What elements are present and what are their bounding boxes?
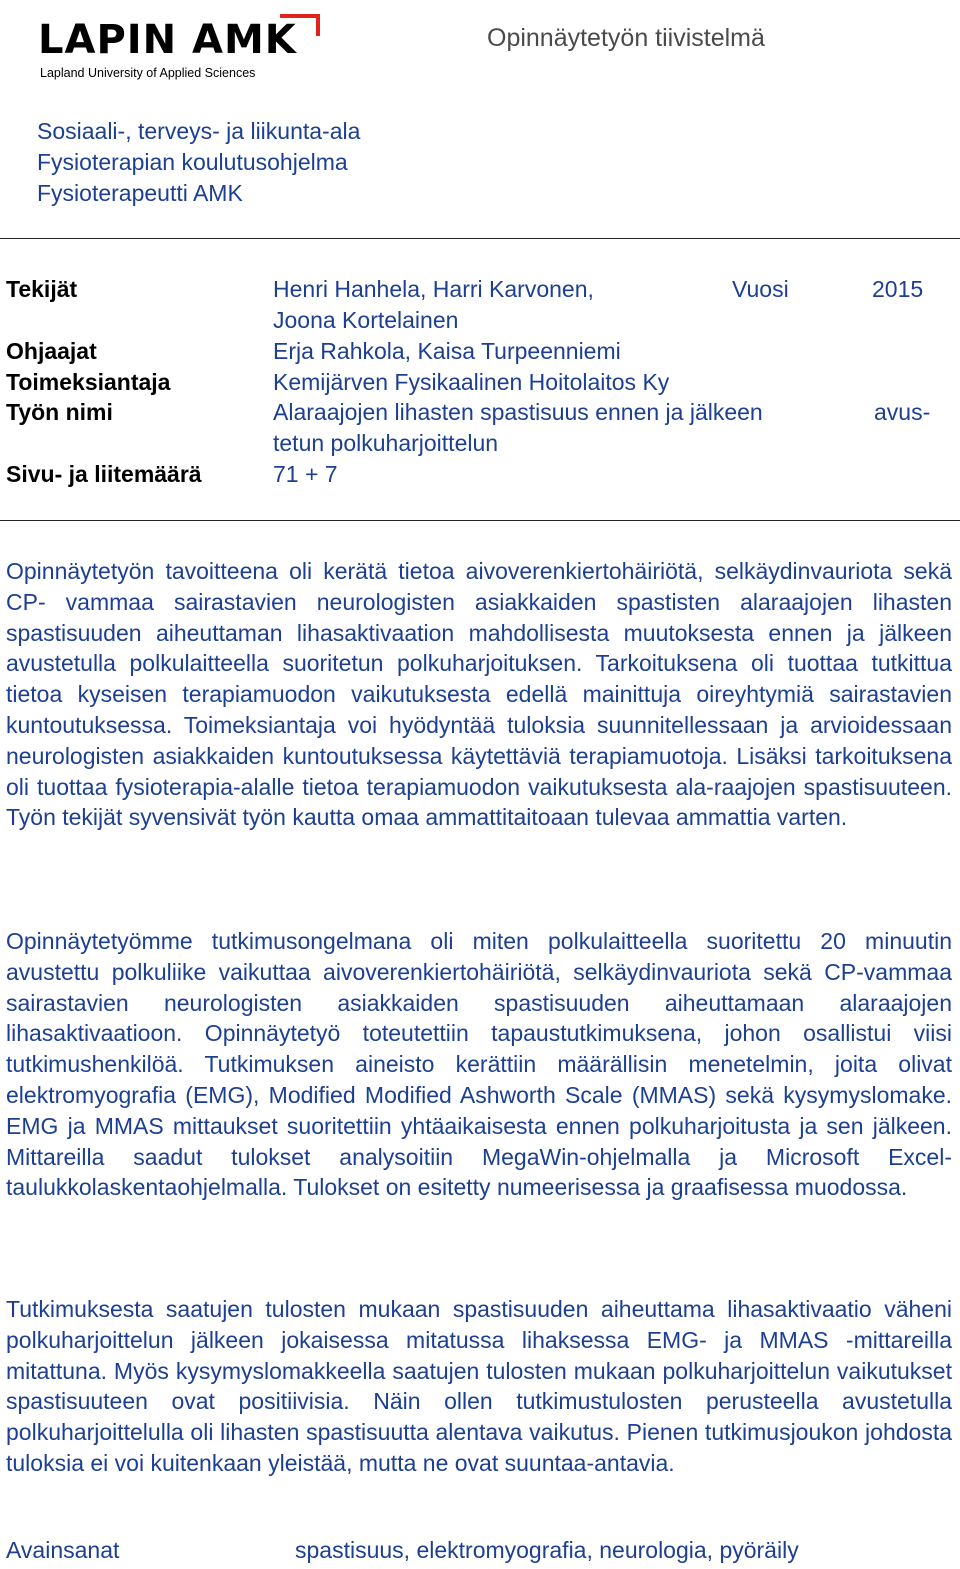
abstract-paragraph-method: Opinnäytetyömme tutkimusongelmana oli miten polkulaitteella suoritettu 20 minuutin avustettu polkuliike vaikuttaa aivoverenkiertohäiriötä, selkäydinvauriota sekä CP-vammaa sairastavien neurologisten asiakkaiden spastisuuden aiheuttamaan alaraajojen lihasaktivaatioon. Opinnäytetyö toteutettiin tapaustutkimuksena, johon osallistui viisi tutkimushenkilöä. Tutkimuksen aineisto kerättiin määrällisin menetelmin, joita olivat elektromyografia (EMG), Modified Modified Ashworth Scale (MMAS) sekä kysymyslomake. EMG ja MMAS mittaukset suoritettiin yhtäaikaisesta ennen polkuharjoitusta ja sen jälkeen. Mittareilla saadut tulokset analysoitiin MegaWin-ohjelmalla ja Microsoft Excel-taulukkolaskentaohjelmalla. Tulokset on esitetty numeerisessa ja graafisessa muodossa. <box>6 928 952 1201</box>
pages-label: Sivu- ja liitemäärä <box>6 461 202 487</box>
divider-top <box>0 238 960 239</box>
supervisors-label: Ohjaajat <box>6 338 97 364</box>
department-block <box>37 116 360 209</box>
keywords-value: spastisuus, elektromyografia, neurologia, pyöräily <box>295 1537 799 1563</box>
commissioner-label: Toimeksiantaja <box>6 369 171 395</box>
divider-middle <box>0 520 960 521</box>
department-line: Sosiaali-, terveys- ja liikunta-ala <box>37 118 361 144</box>
title-value-line2: tetun polkuharjoittelun <box>273 430 499 456</box>
logo-wordmark: LAPIN AMK <box>38 17 297 63</box>
commissioner-value: Kemijärven Fysikaalinen Hoitolaitos Ky <box>273 369 670 395</box>
programme-line: Fysioterapian koulutusohjelma <box>37 149 348 175</box>
document-type: Opinnäytetyön tiivistelmä <box>487 24 765 52</box>
year-label: Vuosi <box>732 276 789 302</box>
logo-subtitle: Lapland University of Applied Sciences <box>40 66 256 80</box>
degree-line: Fysioterapeutti AMK <box>37 180 243 206</box>
authors-value-line1: Henri Hanhela, Harri Karvonen, <box>273 276 594 302</box>
title-label: Työn nimi <box>6 399 113 425</box>
lapin-amk-logo <box>38 14 298 84</box>
keywords-label: Avainsanat <box>6 1537 120 1563</box>
authors-value-line2: Joona Kortelainen <box>273 307 459 333</box>
logo-corner-mark-icon <box>260 14 320 44</box>
year-value: 2015 <box>872 276 924 302</box>
supervisors-value: Erja Rahkola, Kaisa Turpeenniemi <box>273 338 621 364</box>
abstract-paragraph-results: Tutkimuksesta saatujen tulosten mukaan spastisuuden aiheuttama lihasaktivaatio väheni polkuharjoittelun jälkeen jokaisessa mitatussa lihaksessa EMG- ja MMAS -mittareilla mitattuna. Myös kysymyslomakkeella saatujen tulosten mukaan polkuharjoittelun vaikutukset spastisuuteen ovat positiivisia. Näin ollen tutkimustulosten perusteella avustetulla polkuharjoittelulla oli lihasten spastisuutta alentava vaikutus. Pienen tutkimusjoukon johdosta tuloksia ei voi kuitenkaan yleistää, mutta ne ovat suuntaa-antavia. <box>6 1296 952 1476</box>
abstract-paragraph-objective: Opinnäytetyön tavoitteena oli kerätä tietoa aivoverenkiertohäiriötä, selkäydinvauriota sekä CP- vammaa sairastavien neurologisten asiakkaiden spastisten alaraajojen lihasten spastisuuden aiheuttaman lihasaktivaation mahdollisesta muutoksesta ennen ja jälkeen avustetulla polkulaitteella suoritetun polkuharjoituksen. Tarkoituksena oli tuottaa tutkittua tietoa kyseisen terapiamuodon vaikutuksesta edellä mainittuja oireyhtymiä sairastavien kuntoutuksessa. Toimeksiantaja voi hyödyntää tuloksia suunnitellessaan ja arvioidessaan neurologisten asiakkaiden kuntoutuksessa käytettäviä terapiamuotoja. Lisäksi tarkoituksena oli tuottaa fysioterapia-alalle tietoa terapiamuodon vaikutuksesta ala-raajojen spastisuuteen. Työn tekijät syvensivät työn kautta omaa ammattitaitoaan tulevaa ammattia varten. <box>6 558 952 831</box>
authors-label: Tekijät <box>6 276 78 302</box>
title-value-line1: Alaraajojen lihasten spastisuus ennen ja jälkeen <box>273 399 763 425</box>
title-value-line1-end: avus- <box>874 399 931 425</box>
pages-value: 71 + 7 <box>273 461 338 487</box>
